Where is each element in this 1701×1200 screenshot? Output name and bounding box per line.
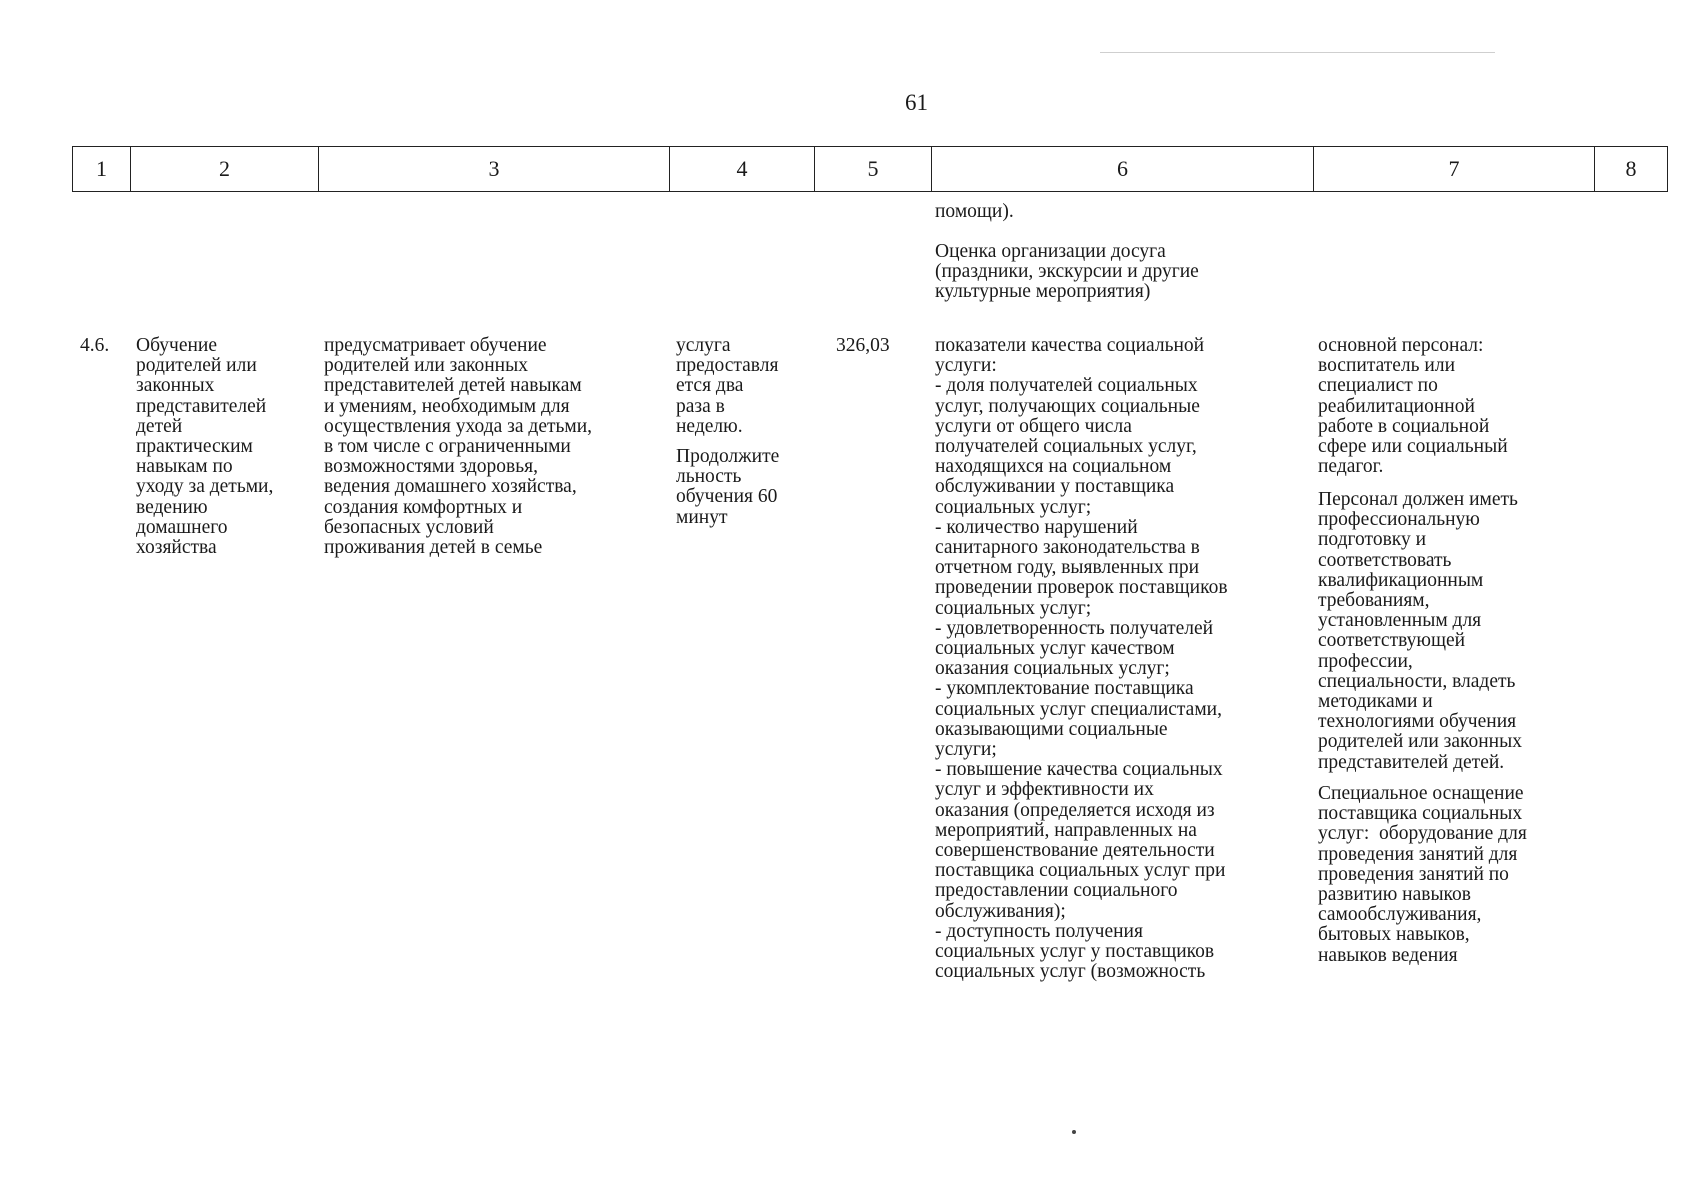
column-header-6: 6 <box>932 147 1314 191</box>
col6-leisure-assessment: Оценка организации досуга (праздники, экскурсии и другие культурные мероприятия) <box>935 241 1199 303</box>
staff-main: основной персонал: воспитатель или специалист по реабилитационной работе в социальной сфере или социальный педагог. <box>1318 335 1508 478</box>
staff-requirements: Персонал должен иметь профессиональную подготовку и соответствовать квалификационным требованиям, установленным для соответствующей профессии, специальности, владеть методиками и технологиями обучения родителей или законных представителей детей. <box>1318 489 1522 773</box>
column-header-8: 8 <box>1625 156 1637 181</box>
service-duration: Продолжите льность обучения 60 минут <box>676 446 780 528</box>
quality-indicators: показатели качества социальной услуги: - доля получателей социальных услуг, получающих социальные услуги от общего числа получателей социальных услуг, находящихся на социальном обслуживании у поставщика социальных услуг; - количество нарушений санитарного законодательства в отчетном году, выявленных при проведении проверок поставщиков социальных услуг; - удовлетворенность получателей социальных услуг качеством оказания социальных услуг; - укомплектование поставщика социальных услуг специалистами, оказывающими социальные услуги; - повышение качества социальных услуг и эффективности их оказания (определяется исходя из мероприятий, направленных на совершенствование деятельности поставщика социальных услуг при предоставлении социального обслуживания); - доступность получения социальных услуг у поставщиков социальных услуг (возможность <box>935 335 1228 983</box>
service-frequency: услуга предоставля ется два раза в неделю. <box>676 335 779 437</box>
column-header-3: 3 <box>319 147 670 191</box>
column-header-5: 5 <box>815 147 932 191</box>
row-number: 4.6. <box>80 335 110 356</box>
page-number: 61 <box>905 90 928 115</box>
column-header-1: 1 <box>73 147 131 191</box>
equipment-requirements: Специальное оснащение поставщика социальных услуг: оборудование для проведения занятий для проведения занятий по развитию навыков самообслуживания, бытовых навыков, навыков ведения <box>1318 783 1527 966</box>
service-price: 326,03 <box>836 335 890 356</box>
column-header-row <box>72 146 1668 192</box>
col6-continuation-end: помощи). <box>935 201 1014 222</box>
service-name: Обучение родителей или законных представителей детей практическим навыкам по уходу за детьми, ведению домашнего хозяйства <box>136 335 274 559</box>
column-header-4: 4 <box>670 147 815 191</box>
scan-artifact-line <box>1100 52 1495 53</box>
column-header-7: 7 <box>1314 147 1595 191</box>
service-description: предусматривает обучение родителей или законных представителей детей навыкам и умениям, необходимым для осуществления ухода за детьми, в том числе с ограниченными возможностями здоровья, ведения домашнего хозяйства, создания комфортных и безопасных условий проживания детей в семье <box>324 335 593 559</box>
column-header-2: 2 <box>131 147 319 191</box>
scan-speck <box>1072 1130 1076 1134</box>
